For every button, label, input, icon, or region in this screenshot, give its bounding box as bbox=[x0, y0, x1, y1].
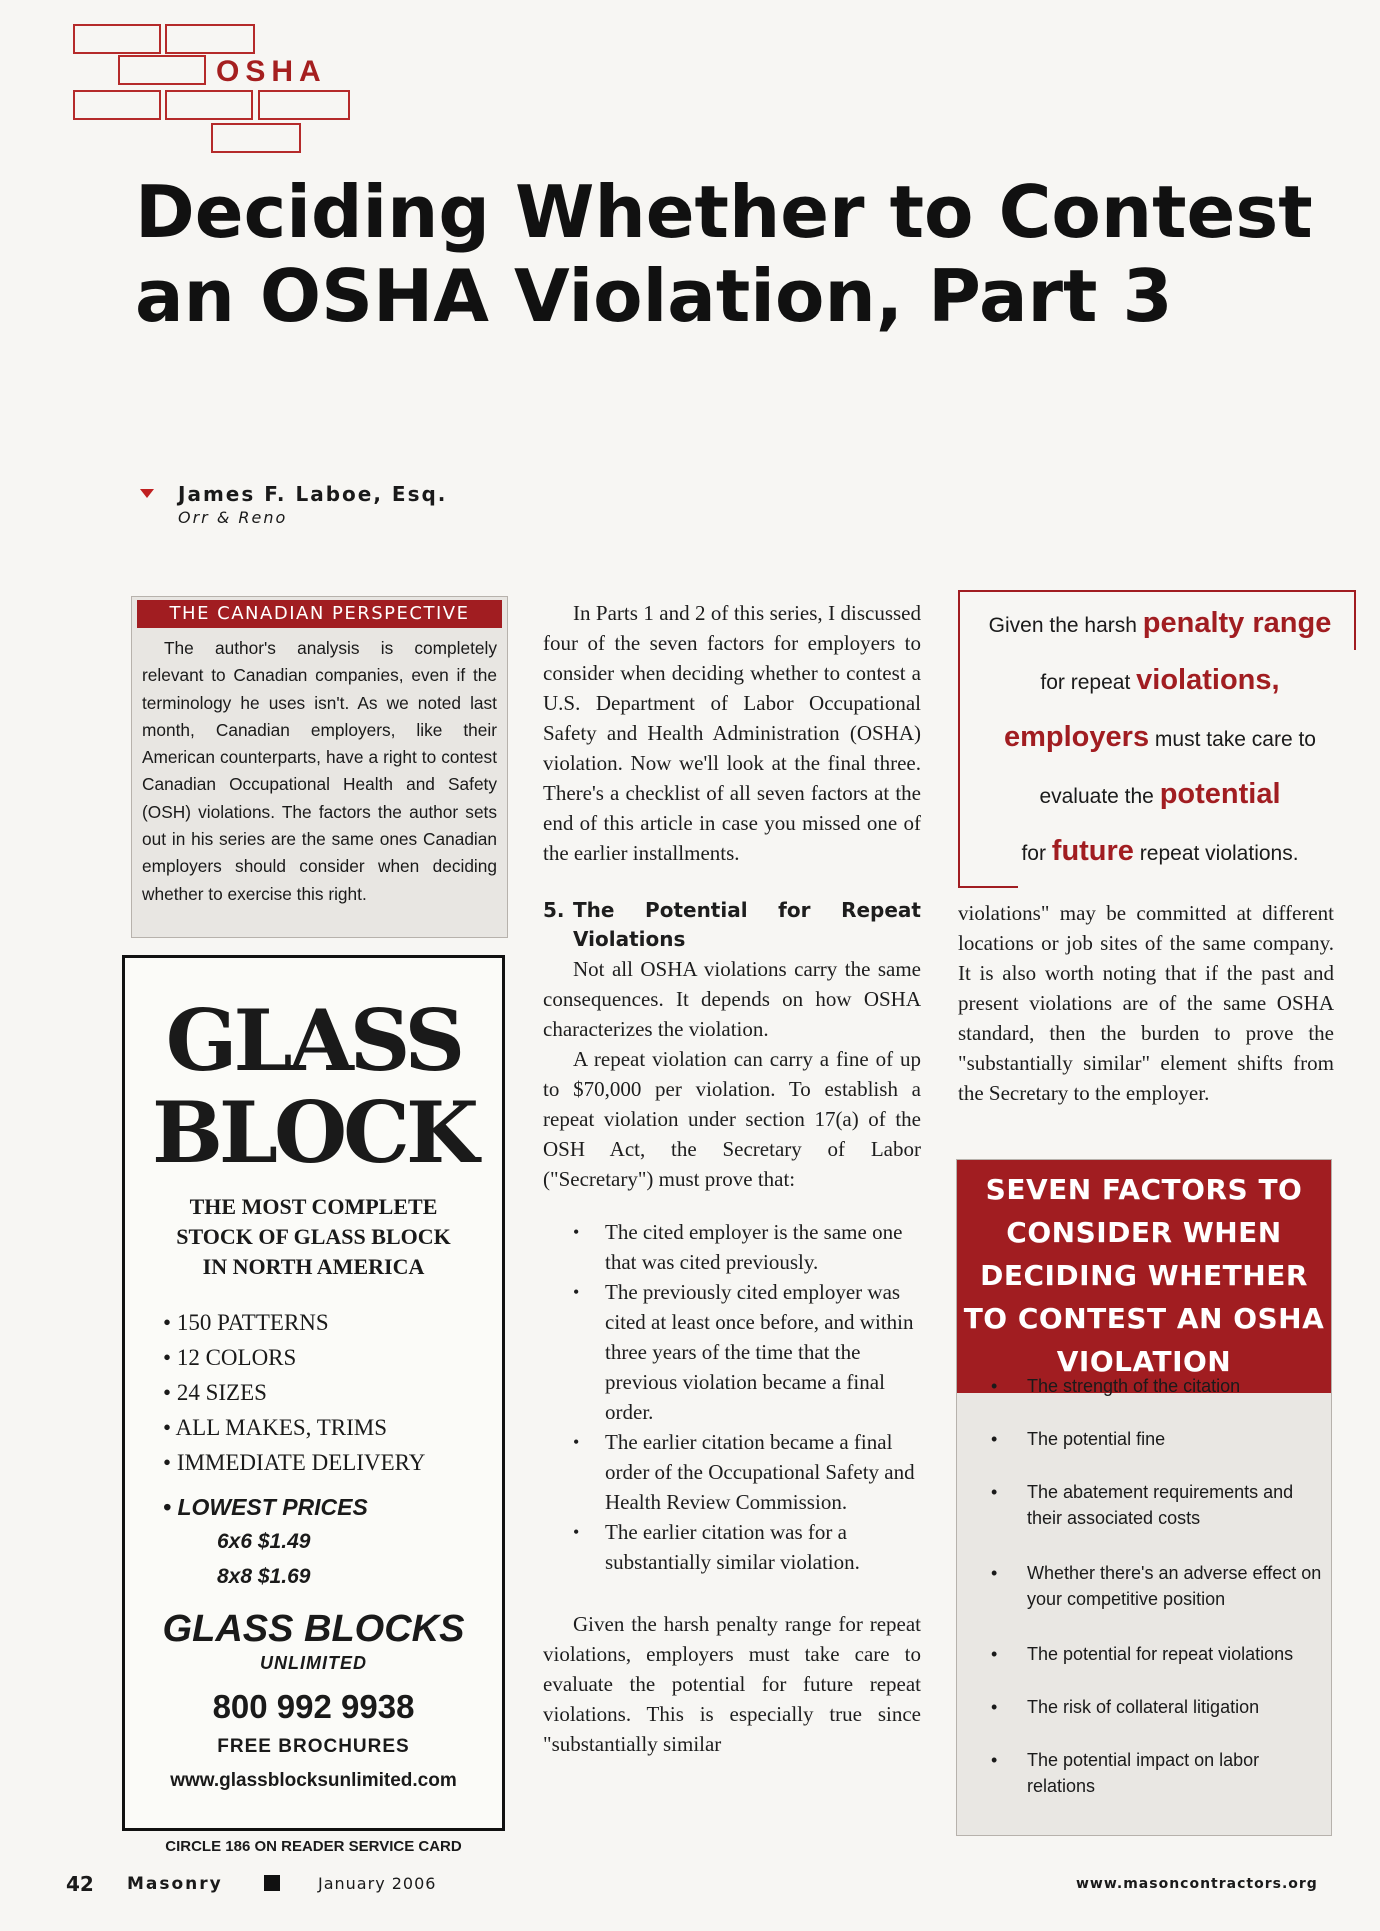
section-heading-number: 5. bbox=[543, 898, 565, 922]
pull-quote-highlight: future bbox=[1051, 835, 1134, 867]
page-number: 42 bbox=[66, 1872, 94, 1896]
ad-price: 8x8 $1.69 bbox=[217, 1565, 311, 1588]
ad-subhead-line: STOCK OF GLASS BLOCK bbox=[176, 1224, 451, 1249]
pull-quote-highlight: violations, bbox=[1136, 664, 1280, 696]
list-item: • The potential for repeat violations bbox=[1027, 1641, 1327, 1667]
ad-brand-subtitle: UNLIMITED bbox=[260, 1653, 367, 1673]
ad-phone-number: 800 992 9938 bbox=[212, 1688, 415, 1725]
intro-paragraph: In Parts 1 and 2 of this series, I discussed four of the seven factors for employers to consider when deciding whether to contest a U.S. Department of Labor Occupational Safety and Health Administration (OSHA) violation. Now we'll look at the final three. There's a checklist of all seven factors at the end of this article in case you missed one of the earlier installments. bbox=[543, 601, 921, 865]
magazine-name: Masonry bbox=[127, 1874, 223, 1894]
issue-date: January 2006 bbox=[318, 1874, 437, 1893]
ad-headline-block: BLOCK bbox=[151, 1083, 476, 1182]
ad-subhead-line: IN NORTH AMERICA bbox=[202, 1254, 425, 1279]
ad-subhead-line: THE MOST COMPLETE bbox=[189, 1194, 438, 1219]
section-heading-text: The Potential for Repeat Violations bbox=[573, 898, 921, 951]
body-paragraph: Given the harsh penalty range for repeat violations, employers must take care to evaluate the potential for future repeat violations. This is especially true since "substantially similar bbox=[543, 1612, 921, 1756]
ad-feature-item: • IMMEDIATE DELIVERY bbox=[163, 1445, 425, 1480]
article-column-middle bbox=[543, 598, 921, 1759]
list-item: • The strength of the citation bbox=[1027, 1373, 1327, 1399]
seven-factors-box bbox=[956, 1159, 1332, 1836]
pull-quote-fragment: repeat violations. bbox=[1133, 842, 1299, 865]
ad-feature-item: • 150 PATTERNS bbox=[163, 1305, 425, 1340]
pull-quote-fragment: for bbox=[1021, 842, 1052, 865]
list-item: • Whether there's an adverse effect on your competitive position bbox=[1027, 1560, 1327, 1612]
pull-quote-rule bbox=[958, 886, 1018, 888]
glass-block-advertisement bbox=[122, 955, 505, 1831]
ad-headline-glass: GLASS bbox=[165, 991, 462, 1090]
pull-quote-fragment: must take care to bbox=[1149, 728, 1316, 751]
seven-factors-heading: SEVEN FACTORS TO CONSIDER WHEN DECIDING WHETHER TO CONTEST AN OSHA VIOLATION bbox=[957, 1160, 1331, 1393]
section-heading-5 bbox=[543, 896, 921, 954]
footer-website-link[interactable]: www.masoncontractors.org bbox=[1076, 1876, 1318, 1892]
list-item: • The previously cited employer was cited at least once before, and within three years of the time that the previous violation became a final order. bbox=[573, 1277, 921, 1427]
ad-free-brochures: FREE BROCHURES bbox=[217, 1736, 410, 1757]
list-item: • The abatement requirements and their associated costs bbox=[1027, 1479, 1327, 1531]
pull-quote-rule bbox=[1354, 590, 1356, 650]
list-item: • The cited employer is the same one that was cited previously. bbox=[573, 1217, 921, 1277]
list-item: • The potential fine bbox=[1027, 1426, 1327, 1452]
repeat-violation-criteria bbox=[543, 1217, 921, 1577]
pull-quote-highlight: potential bbox=[1159, 778, 1281, 810]
list-item: • The potential impact on labor relations bbox=[1027, 1747, 1327, 1799]
list-item: • The earlier citation became a final order of the Occupational Safety and Health Review Commission. bbox=[573, 1427, 921, 1517]
pull-quote-fragment: evaluate the bbox=[1039, 785, 1160, 808]
pull-quote-fragment: Given the harsh bbox=[988, 614, 1143, 637]
pull-quote-highlight: penalty range bbox=[1142, 607, 1332, 639]
ad-price: 6x6 $1.49 bbox=[217, 1530, 311, 1553]
canadian-perspective-text: The author's analysis is completely relevant to Canadian companies, even if the terminology he uses isn't. As we noted last month, Canadian employers, like their American counterparts, have a right to contest Canadian Occupational Health and Safety (OSH) violations. The factors the author sets out in his series are the same ones Canadian employers should consider when deciding whether to exercise this right. bbox=[142, 638, 497, 904]
canadian-perspective-heading: THE CANADIAN PERSPECTIVE bbox=[137, 600, 502, 628]
byline-arrow-icon bbox=[140, 489, 154, 498]
article-column-right bbox=[958, 898, 1334, 1108]
ad-feature-item: • 24 SIZES bbox=[163, 1375, 425, 1410]
ad-feature-item: • 12 COLORS bbox=[163, 1340, 425, 1375]
body-paragraph: violations" may be committed at different locations or job sites of the same company. It is also worth noting that if the past and present violations are of the same OSHA standard, then the burden to prove the "substantially similar" element shifts from the Secretary to the employer. bbox=[958, 901, 1334, 1105]
body-paragraph: Not all OSHA violations carry the same consequences. It depends on how OSHA characterizes the violation. bbox=[543, 957, 921, 1041]
canadian-perspective-box bbox=[131, 596, 508, 938]
reader-service-note: CIRCLE 186 ON READER SERVICE CARD bbox=[165, 1838, 462, 1855]
list-item: • The earlier citation was for a substantially similar violation. bbox=[573, 1517, 921, 1577]
author-name: James F. Laboe, Esq. bbox=[178, 482, 448, 506]
ad-feature-list bbox=[163, 1305, 425, 1480]
list-item: • The risk of collateral litigation bbox=[1027, 1694, 1327, 1720]
pull-quote bbox=[958, 590, 1356, 888]
ad-lowest-prices: • LOWEST PRICES bbox=[163, 1494, 368, 1520]
ad-feature-item: • ALL MAKES, TRIMS bbox=[163, 1410, 425, 1445]
pull-quote-text bbox=[964, 592, 1356, 881]
body-paragraph: A repeat violation can carry a fine of up to $70,000 per violation. To establish a repeat violation under section 17(a) of the OSH Act, the Secretary of Labor ("Secretary") must prove that: bbox=[543, 1047, 921, 1191]
pull-quote-fragment: for repeat bbox=[1040, 671, 1137, 694]
section-label: OSHA bbox=[216, 55, 327, 88]
osha-logo bbox=[0, 0, 360, 160]
ad-subhead bbox=[125, 1192, 502, 1282]
ad-website-link[interactable]: www.glassblocksunlimited.com bbox=[170, 1770, 457, 1791]
ad-brand-name: GLASS BLOCKS bbox=[162, 1608, 465, 1650]
footer-square-icon bbox=[264, 1875, 280, 1891]
author-affiliation: Orr & Reno bbox=[178, 508, 288, 527]
pull-quote-highlight: employers bbox=[1004, 721, 1150, 753]
article-title: Deciding Whether to Contest an OSHA Violation, Part 3 bbox=[135, 170, 1313, 338]
